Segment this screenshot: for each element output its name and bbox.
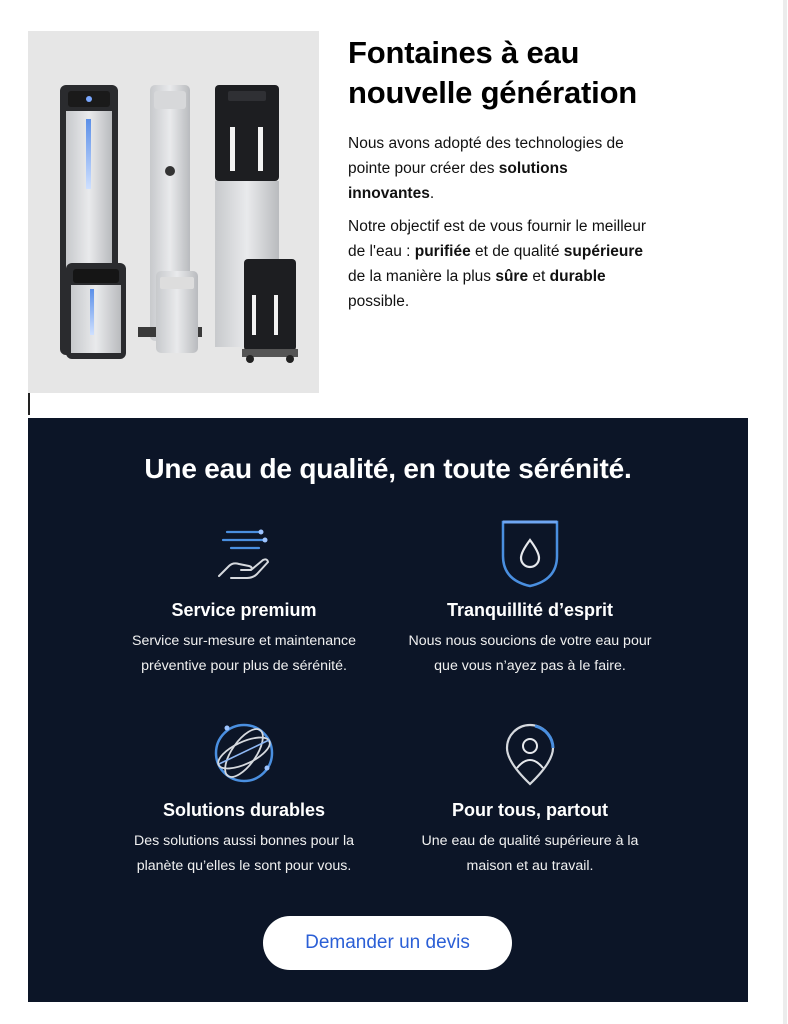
hero-title-line-1: Fontaines à eau (348, 35, 580, 70)
globe-icon (209, 718, 279, 788)
feature-title: Tranquillité d’esprit (446, 600, 614, 620)
feature-service-premium (94, 518, 394, 679)
feature-description: Une eau de qualité supérieure à la maison et au travail. (421, 833, 639, 874)
hero-title-line-2: nouvelle génération (348, 75, 638, 110)
feature-description: Service sur-mesure et maintenance préventive pour plus de sérénité. (132, 633, 356, 674)
hero-text-block (348, 33, 748, 314)
request-quote-button[interactable]: Demander un devis (263, 916, 512, 970)
quality-section (28, 418, 748, 1002)
feature-solutions-durables (94, 718, 394, 879)
divider-mark (28, 393, 30, 415)
hero-paragraph-1: Nous avons adopté des technologies de pointe pour créer des solutions innovantes. (348, 135, 624, 202)
location-person-icon (495, 718, 565, 788)
feature-pour-tous (380, 718, 680, 879)
hero-title (348, 33, 748, 113)
quality-title: Une eau de qualité, en toute sérénité. (144, 453, 632, 484)
feature-tranquillite (380, 518, 680, 679)
feature-title: Solutions durables (162, 800, 326, 820)
feature-description: Des solutions aussi bonnes pour la planète qu’elles le sont pour vous. (133, 833, 355, 874)
water-fountains-product-image (28, 31, 319, 393)
feature-title: Service premium (171, 600, 317, 620)
water-drop-shield-icon (495, 518, 565, 588)
page-edge-rule (783, 0, 787, 1024)
hand-icon (209, 518, 279, 588)
feature-title: Pour tous, partout (452, 800, 608, 820)
feature-description: Nous nous soucions de votre eau pour que vous n’ayez pas à le faire. (408, 633, 652, 674)
hero-emphasis: solutions innovantes (348, 160, 568, 202)
hero-paragraph-2: Notre objectif est de vous fournir le meilleur de l'eau : purifiée et de qualité supérieure de la manière la plus sûre et durable possible. (348, 218, 647, 310)
